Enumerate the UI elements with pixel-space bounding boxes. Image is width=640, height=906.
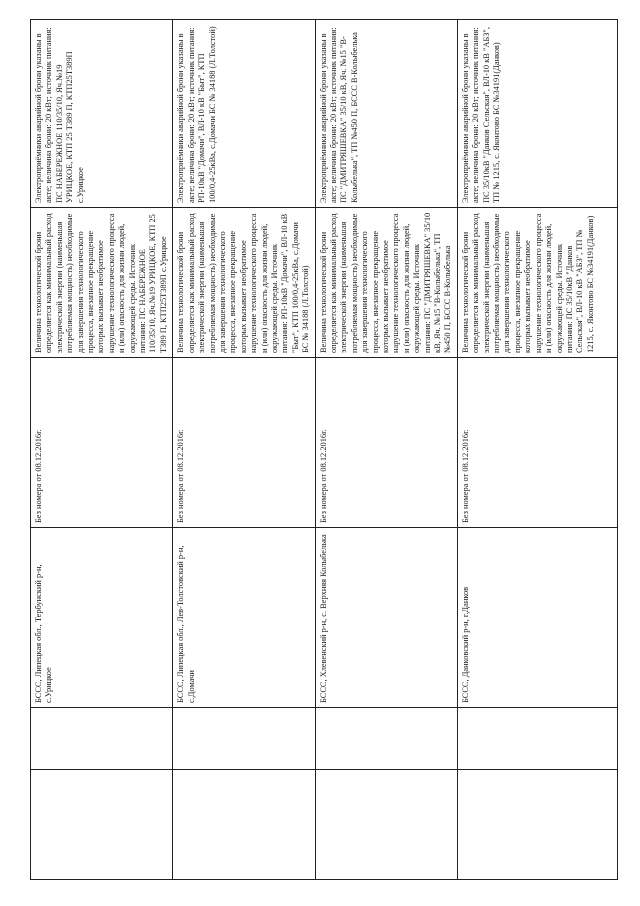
tech-reserve-cell: Величина технологической брони определяется как минимальный расход электрической энергии (наименьшая потребляемая мощность) необходимые для завершения технологического процесса, внезапное прекращение которых вызывает необратимое нарушение технологического процесса и (или) опасность для жизни людей, окружающей среды. Источник питания: РП-10кВ "Домачи", ВЛ-10 кВ "Быт", КТП 100/0,4-25кВа, с.Домачи БС № 34188 (Л.Толстой) [173, 208, 315, 358]
table-row [173, 20, 315, 880]
emergency-reserve-cell: Электроприёмники аварийной брони указаны в акте; величина брони: 20 кВт; источник питания: РП-10кВ "Домачи", ВЛ-10 кВ "Быт", КТП 100/0,4-25кВа, с.Домачи БС № 34188 (Л.Толстой) [173, 20, 315, 208]
table-row [315, 20, 457, 880]
document-cell: Без номера от 08.12.2016г. [31, 358, 173, 528]
empty-cell [457, 708, 617, 770]
empty-cell [315, 708, 457, 770]
tech-reserve-cell: Величина технологической брони определяется как минимальный расход электрической энергии (наименьшая потребляемая мощность) необходимые для завершения технологического процесса, внезапное прекращение которых вызывает необратимое нарушение технологического процесса и (или) опасность для жизни людей, окружающей среды. Источник питания: ПС "ДМИТРЯШЕВКА" 35/10 кВ, Яч. №15 "В-Колыбелька", ТП №450 П, БССС В-Колыбелька [315, 208, 457, 358]
empty-cell [31, 770, 173, 880]
location-cell: БССС, Липецкая обл., Тербунский р-н, с.Урицкое [31, 528, 173, 708]
power-reserve-table [30, 19, 618, 880]
empty-cell [31, 708, 173, 770]
empty-cell [315, 770, 457, 880]
empty-cell [173, 770, 315, 880]
emergency-reserve-cell: Электроприёмники аварийной брони указаны в акте; величина брони: 20 кВт; источник питания: ПС "ДМИТРЯШЕВКА" 35/10 кВ, Яч. №15 "В-Колыбелька", ТП №450 П, БССС В-Колыбелька [315, 20, 457, 208]
table-row [457, 20, 617, 880]
emergency-reserve-cell: Электроприёмники аварийной брони указаны в акте; величина брони: 20 кВт; источник питания: ПС 35/10кВ "Данков Сельская", ВЛ-10 кВ "АБЗ", ТП № 1215, с. Яконтово БС №34191(Данков) [457, 20, 617, 208]
location-cell: БССС, Данковский р-н, г.Данков [457, 528, 617, 708]
document-cell: Без номера от 08.12.2016г. [315, 358, 457, 528]
document-cell: Без номера от 08.12.2016г. [457, 358, 617, 528]
location-cell: БССС, Хлевенский р-н, с. Верхняя Колыбелька [315, 528, 457, 708]
tech-reserve-cell: Величина технологической брони определяется как минимальный расход электрической энергии (наименьшая потребляемая мощность) необходимые для завершения технологического процесса, внезапное прекращение которых вызывает необратимое нарушение технологического процесса и (или) опасность для жизни людей, окружающей среды. Источник питания: ПС 35/10кВ "Данков Сельская", ВЛ-10 кВ "АБЗ", ТП № 1215, с. Яконтово БС №34191(Данков) [457, 208, 617, 358]
empty-cell [173, 708, 315, 770]
table-row [31, 20, 173, 880]
document-cell: Без номера от 08.12.2016г. [173, 358, 315, 528]
location-cell: БССС, Липецкая обл., Лев-Толстовский р-н, с.Домачи [173, 528, 315, 708]
empty-cell [457, 770, 617, 880]
emergency-reserve-cell: Электроприёмники аварийной брони указаны в акте; величина брони: 20 кВт; источник питания: ПС НАБЕРЕЖНОЕ 110/35/10, Яч.№19 УРИЦКОЕ, КТП 25 Т389 П, КТП25Т389П с.Урицкое [31, 20, 173, 208]
tech-reserve-cell: Величина технологической брони определяется как минимальный расход электрической энергии (наименьшая потребляемая мощность) необходимые для завершения технологического процесса, внезапное прекращение которых вызывает необратимое нарушение технологического процесса и (или) опасность для жизни людей, окружающей среды. Источник питания: ПС НАБЕРЕЖНОЕ 110/35/10, Яч.№19 УРИЦКОЕ, КТП 25 Т389 П, КТП25Т389П с.Урицкое [31, 208, 173, 358]
rotated-table-container [30, 20, 595, 880]
